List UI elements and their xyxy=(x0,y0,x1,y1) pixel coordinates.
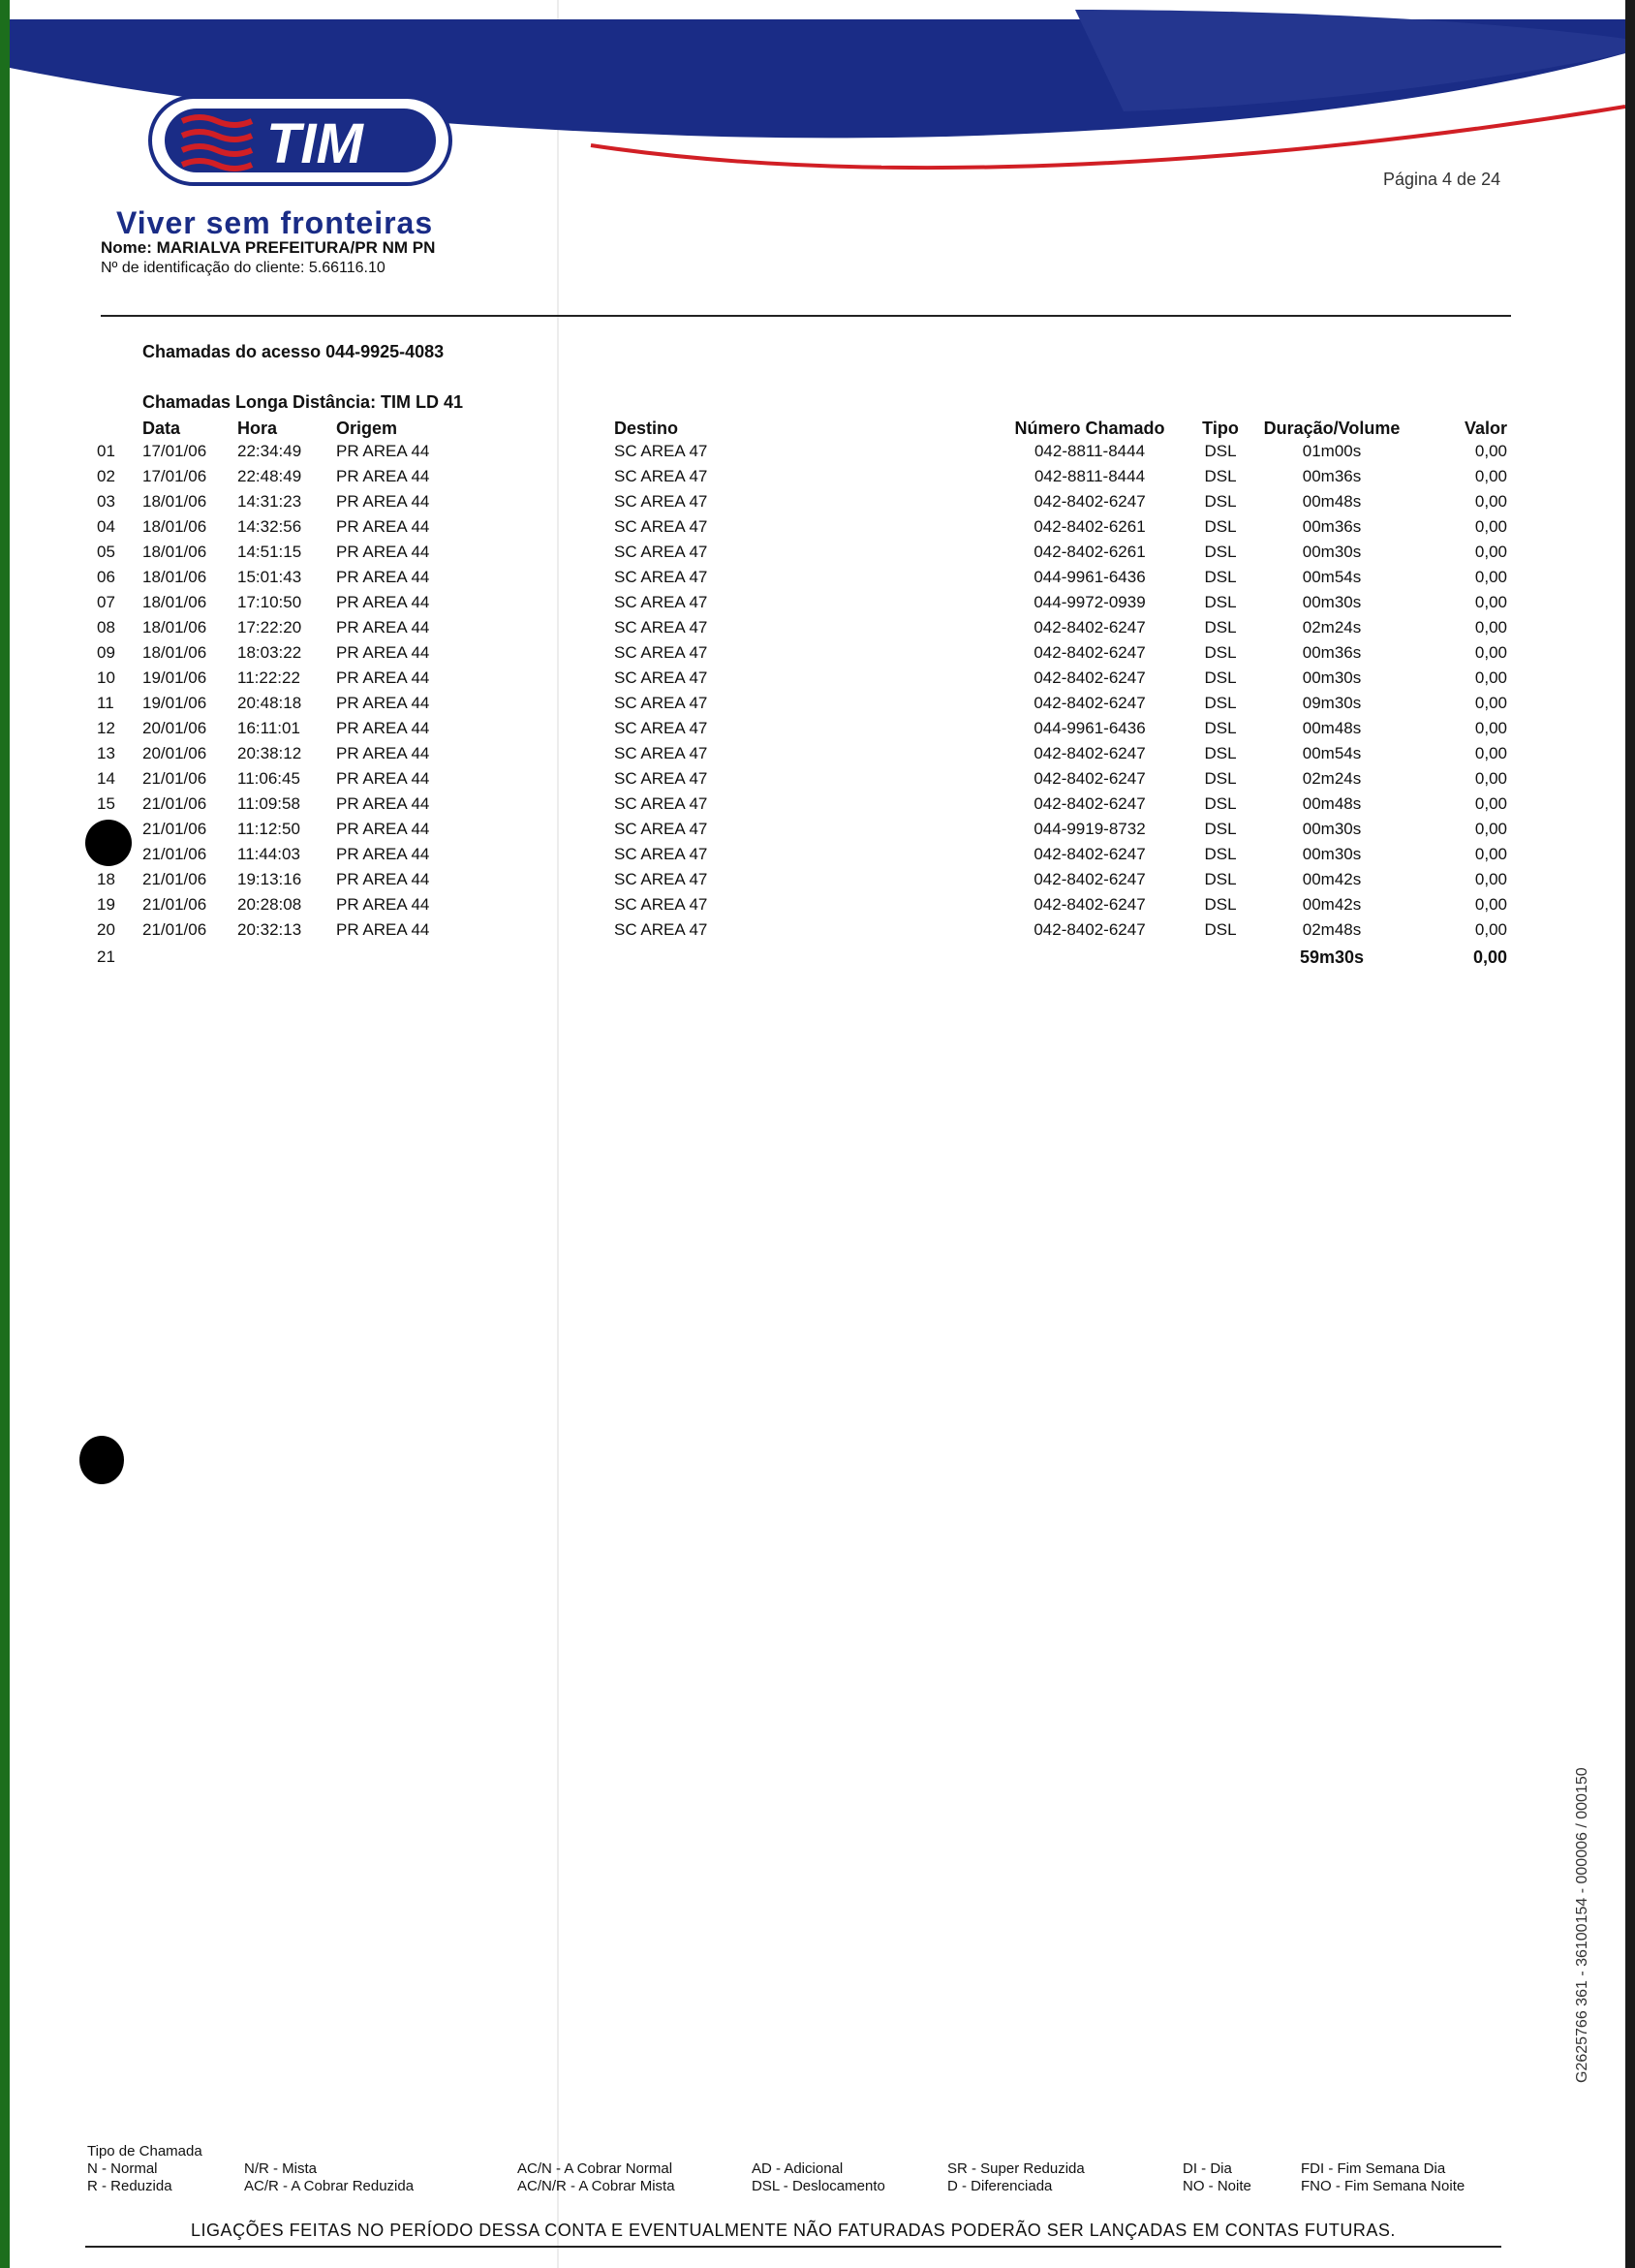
cell-duracao: 00m30s xyxy=(1302,820,1362,838)
table-header xyxy=(0,419,1635,444)
table-row xyxy=(0,593,1635,618)
cell-origem: PR AREA 44 xyxy=(336,895,430,914)
table-row xyxy=(0,568,1635,593)
cell-data: 20/01/06 xyxy=(142,719,207,737)
cell-tipo: DSL xyxy=(1204,694,1237,712)
cell-duracao: 00m30s xyxy=(1302,668,1362,687)
cell-destino: SC AREA 47 xyxy=(614,895,708,914)
cell-duracao: 02m48s xyxy=(1302,920,1362,939)
cell-tipo: DSL xyxy=(1204,568,1237,586)
cell-idx: 13 xyxy=(97,744,115,762)
cell-destino: SC AREA 47 xyxy=(614,668,708,687)
cell-data: 21/01/06 xyxy=(142,820,207,838)
cell-valor: 0,00 xyxy=(1474,870,1507,888)
table-row xyxy=(0,442,1635,467)
cell-valor: 0,00 xyxy=(1474,744,1507,762)
cell-numero: 042-8402-6247 xyxy=(1033,744,1146,762)
cell-origem: PR AREA 44 xyxy=(336,769,430,788)
customer-name: Nome: MARIALVA PREFEITURA/PR NM PN xyxy=(101,238,436,257)
access-title: Chamadas do acesso 044-9925-4083 xyxy=(142,342,445,361)
cell-tipo: DSL xyxy=(1204,643,1237,662)
cell-hora: 20:48:18 xyxy=(237,694,302,712)
cell-origem: PR AREA 44 xyxy=(336,920,430,939)
cell-data: 18/01/06 xyxy=(142,543,207,561)
cell-duracao: 00m48s xyxy=(1302,492,1362,511)
legend-item: AC/N - A Cobrar Normal xyxy=(517,2160,673,2177)
cell-origem: PR AREA 44 xyxy=(336,870,430,888)
cell-data: 18/01/06 xyxy=(142,593,207,611)
cell-numero: 042-8402-6247 xyxy=(1033,643,1146,662)
divider-bottom xyxy=(85,2246,1501,2248)
cell-destino: SC AREA 47 xyxy=(614,769,708,788)
cell-origem: PR AREA 44 xyxy=(336,568,430,586)
cell-data: 19/01/06 xyxy=(142,694,207,712)
cell-idx: 03 xyxy=(97,492,115,511)
paper-fold-line xyxy=(557,0,559,2268)
cell-origem: PR AREA 44 xyxy=(336,794,430,813)
cell-duracao: 00m48s xyxy=(1302,794,1362,813)
cell-tipo: DSL xyxy=(1204,845,1237,863)
table-row xyxy=(0,492,1635,517)
total-index: 21 xyxy=(97,948,115,966)
cell-data: 17/01/06 xyxy=(142,442,207,460)
table-row xyxy=(0,870,1635,895)
cell-data: 18/01/06 xyxy=(142,517,207,536)
cell-origem: PR AREA 44 xyxy=(336,820,430,838)
cell-numero: 042-8402-6247 xyxy=(1033,492,1146,511)
legend-item: N/R - Mista xyxy=(244,2160,317,2177)
cell-numero: 042-8402-6247 xyxy=(1033,920,1146,939)
cell-data: 17/01/06 xyxy=(142,467,207,485)
cell-valor: 0,00 xyxy=(1474,694,1507,712)
cell-numero: 042-8402-6247 xyxy=(1033,769,1146,788)
legend-item: DSL - Deslocamento xyxy=(752,2178,885,2194)
table-row xyxy=(0,668,1635,694)
cell-data: 21/01/06 xyxy=(142,895,207,914)
cell-origem: PR AREA 44 xyxy=(336,467,430,485)
cell-destino: SC AREA 47 xyxy=(614,794,708,813)
legend-item: AC/N/R - A Cobrar Mista xyxy=(517,2178,675,2194)
cell-destino: SC AREA 47 xyxy=(614,543,708,561)
cell-hora: 14:31:23 xyxy=(237,492,302,511)
cell-data: 21/01/06 xyxy=(142,920,207,939)
cell-destino: SC AREA 47 xyxy=(614,442,708,460)
punch-hole-mark xyxy=(85,820,132,866)
cell-valor: 0,00 xyxy=(1474,517,1507,536)
cell-hora: 17:10:50 xyxy=(237,593,302,611)
cell-idx: 02 xyxy=(97,467,115,485)
cell-tipo: DSL xyxy=(1204,870,1237,888)
cell-valor: 0,00 xyxy=(1474,820,1507,838)
col-duracao-header: Duração/Volume xyxy=(1263,419,1401,438)
cell-data: 19/01/06 xyxy=(142,668,207,687)
cell-destino: SC AREA 47 xyxy=(614,694,708,712)
cell-idx: 14 xyxy=(97,769,115,788)
cell-numero: 042-8811-8444 xyxy=(1033,442,1146,460)
table-row xyxy=(0,920,1635,946)
cell-tipo: DSL xyxy=(1204,492,1237,511)
cell-data: 21/01/06 xyxy=(142,845,207,863)
cell-valor: 0,00 xyxy=(1474,568,1507,586)
cell-duracao: 02m24s xyxy=(1302,618,1362,637)
cell-duracao: 00m30s xyxy=(1302,845,1362,863)
legend-item: NO - Noite xyxy=(1183,2178,1251,2194)
cell-duracao: 00m42s xyxy=(1302,895,1362,914)
cell-data: 21/01/06 xyxy=(142,794,207,813)
legend-item: FNO - Fim Semana Noite xyxy=(1301,2178,1465,2194)
cell-duracao: 09m30s xyxy=(1302,694,1362,712)
cell-tipo: DSL xyxy=(1204,794,1237,813)
cell-duracao: 02m24s xyxy=(1302,769,1362,788)
cell-idx: 19 xyxy=(97,895,115,914)
cell-idx: 12 xyxy=(97,719,115,737)
cell-destino: SC AREA 47 xyxy=(614,845,708,863)
cell-hora: 14:51:15 xyxy=(237,543,302,561)
cell-numero: 042-8402-6247 xyxy=(1033,845,1146,863)
cell-destino: SC AREA 47 xyxy=(614,568,708,586)
cell-valor: 0,00 xyxy=(1474,845,1507,863)
cell-tipo: DSL xyxy=(1204,442,1237,460)
cell-duracao: 00m36s xyxy=(1302,467,1362,485)
section-title: Chamadas Longa Distância: TIM LD 41 xyxy=(142,392,464,412)
cell-duracao: 00m36s xyxy=(1302,643,1362,662)
cell-hora: 16:11:01 xyxy=(237,719,300,737)
cell-numero: 042-8402-6247 xyxy=(1033,895,1146,914)
cell-numero: 042-8402-6261 xyxy=(1033,543,1146,561)
cell-tipo: DSL xyxy=(1204,593,1237,611)
cell-destino: SC AREA 47 xyxy=(614,719,708,737)
cell-hora: 20:32:13 xyxy=(237,920,302,939)
logo-wordmark: TIM xyxy=(266,112,363,175)
cell-duracao: 00m48s xyxy=(1302,719,1362,737)
cell-origem: PR AREA 44 xyxy=(336,618,430,637)
table-row xyxy=(0,467,1635,492)
col-origem-header: Origem xyxy=(336,419,398,438)
cell-hora: 11:12:50 xyxy=(237,820,300,838)
cell-origem: PR AREA 44 xyxy=(336,492,430,511)
cell-tipo: DSL xyxy=(1204,719,1237,737)
divider-top xyxy=(101,315,1511,317)
cell-origem: PR AREA 44 xyxy=(336,643,430,662)
cell-hora: 20:38:12 xyxy=(237,744,302,762)
cell-duracao: 01m00s xyxy=(1302,442,1362,460)
cell-tipo: DSL xyxy=(1204,744,1237,762)
cell-origem: PR AREA 44 xyxy=(336,845,430,863)
table-row xyxy=(0,543,1635,568)
cell-valor: 0,00 xyxy=(1474,895,1507,914)
cell-destino: SC AREA 47 xyxy=(614,920,708,939)
table-row xyxy=(0,643,1635,668)
cell-idx: 06 xyxy=(97,568,115,586)
total-value: 0,00 xyxy=(1472,948,1507,967)
cell-idx: 20 xyxy=(97,920,115,939)
page-number: Página 4 de 24 xyxy=(1383,170,1501,189)
cell-hora: 11:44:03 xyxy=(237,845,300,863)
cell-hora: 14:32:56 xyxy=(237,517,302,536)
table-total-row xyxy=(0,948,1635,973)
legend-item: AD - Adicional xyxy=(752,2160,844,2177)
cell-idx: 09 xyxy=(97,643,115,662)
cell-duracao: 00m30s xyxy=(1302,593,1362,611)
cell-destino: SC AREA 47 xyxy=(614,618,708,637)
cell-valor: 0,00 xyxy=(1474,643,1507,662)
cell-numero: 042-8402-6247 xyxy=(1033,668,1146,687)
scan-edge-left xyxy=(0,0,10,2268)
cell-numero: 042-8402-6247 xyxy=(1033,618,1146,637)
cell-numero: 042-8402-6247 xyxy=(1033,694,1146,712)
cell-numero: 042-8402-6261 xyxy=(1033,517,1146,536)
table-row xyxy=(0,618,1635,643)
cell-tipo: DSL xyxy=(1204,668,1237,687)
footer-notice: LIGAÇÕES FEITAS NO PERÍODO DESSA CONTA E EVENTUALMENTE NÃO FATURADAS PODERÃO SER LANÇADAS EM CONTAS FUTURAS. xyxy=(191,2221,1396,2240)
cell-destino: SC AREA 47 xyxy=(614,467,708,485)
table-row xyxy=(0,895,1635,920)
table-row xyxy=(0,694,1635,719)
legend-item: D - Diferenciada xyxy=(947,2178,1053,2194)
cell-tipo: DSL xyxy=(1204,618,1237,637)
cell-valor: 0,00 xyxy=(1474,794,1507,813)
cell-data: 18/01/06 xyxy=(142,643,207,662)
control-code: G2625766 361 - 36100154 - 000006 / 000150 xyxy=(1574,1767,1590,2083)
cell-origem: PR AREA 44 xyxy=(336,719,430,737)
col-tipo-header: Tipo xyxy=(1202,419,1239,438)
cell-valor: 0,00 xyxy=(1474,442,1507,460)
cell-destino: SC AREA 47 xyxy=(614,492,708,511)
cell-duracao: 00m54s xyxy=(1302,568,1362,586)
table-row xyxy=(0,845,1635,870)
col-valor-header: Valor xyxy=(1464,419,1507,438)
cell-numero: 044-9919-8732 xyxy=(1033,820,1146,838)
cell-tipo: DSL xyxy=(1204,467,1237,485)
cell-duracao: 00m30s xyxy=(1302,543,1362,561)
cell-data: 18/01/06 xyxy=(142,618,207,637)
cell-valor: 0,00 xyxy=(1474,668,1507,687)
cell-destino: SC AREA 47 xyxy=(614,593,708,611)
cell-origem: PR AREA 44 xyxy=(336,442,430,460)
cell-idx: 11 xyxy=(97,694,114,712)
cell-hora: 20:28:08 xyxy=(237,895,302,914)
cell-duracao: 00m42s xyxy=(1302,870,1362,888)
cell-hora: 18:03:22 xyxy=(237,643,302,662)
cell-data: 21/01/06 xyxy=(142,870,207,888)
cell-data: 18/01/06 xyxy=(142,568,207,586)
col-hora-header: Hora xyxy=(237,419,278,438)
cell-origem: PR AREA 44 xyxy=(336,744,430,762)
cell-hora: 22:34:49 xyxy=(237,442,302,460)
cell-origem: PR AREA 44 xyxy=(336,694,430,712)
cell-hora: 11:09:58 xyxy=(237,794,300,813)
cell-hora: 19:13:16 xyxy=(237,870,302,888)
table-row xyxy=(0,719,1635,744)
cell-destino: SC AREA 47 xyxy=(614,744,708,762)
cell-idx: 15 xyxy=(97,794,115,813)
legend-item: FDI - Fim Semana Dia xyxy=(1301,2160,1446,2177)
cell-valor: 0,00 xyxy=(1474,618,1507,637)
cell-idx: 08 xyxy=(97,618,115,637)
cell-tipo: DSL xyxy=(1204,769,1237,788)
cell-destino: SC AREA 47 xyxy=(614,643,708,662)
cell-numero: 044-9972-0939 xyxy=(1033,593,1146,611)
cell-hora: 11:22:22 xyxy=(237,668,300,687)
cell-origem: PR AREA 44 xyxy=(336,593,430,611)
table-row xyxy=(0,517,1635,543)
table-row xyxy=(0,769,1635,794)
cell-numero: 044-9961-6436 xyxy=(1033,719,1146,737)
cell-tipo: DSL xyxy=(1204,517,1237,536)
punch-hole-mark xyxy=(79,1436,124,1484)
table-row xyxy=(0,794,1635,820)
cell-idx: 01 xyxy=(97,442,115,460)
slogan: Viver sem fronteiras xyxy=(116,205,434,240)
cell-data: 18/01/06 xyxy=(142,492,207,511)
total-duration: 59m30s xyxy=(1299,948,1365,967)
cell-numero: 042-8402-6247 xyxy=(1033,794,1146,813)
cell-origem: PR AREA 44 xyxy=(336,517,430,536)
cell-idx: 04 xyxy=(97,517,115,536)
cell-data: 20/01/06 xyxy=(142,744,207,762)
cell-valor: 0,00 xyxy=(1474,769,1507,788)
cell-duracao: 00m36s xyxy=(1302,517,1362,536)
client-id: Nº de identificação do cliente: 5.66116.10 xyxy=(101,260,386,276)
cell-valor: 0,00 xyxy=(1474,593,1507,611)
cell-origem: PR AREA 44 xyxy=(336,543,430,561)
table-row xyxy=(0,820,1635,845)
legend-item: SR - Super Reduzida xyxy=(947,2160,1085,2177)
cell-tipo: DSL xyxy=(1204,895,1237,914)
cell-valor: 0,00 xyxy=(1474,719,1507,737)
cell-destino: SC AREA 47 xyxy=(614,870,708,888)
legend-title: Tipo de Chamada xyxy=(87,2143,202,2159)
cell-origem: PR AREA 44 xyxy=(336,668,430,687)
cell-hora: 15:01:43 xyxy=(237,568,302,586)
cell-numero: 044-9961-6436 xyxy=(1033,568,1146,586)
cell-idx: 18 xyxy=(97,870,115,888)
cell-valor: 0,00 xyxy=(1474,467,1507,485)
cell-duracao: 00m54s xyxy=(1302,744,1362,762)
cell-idx: 05 xyxy=(97,543,115,561)
legend-item: AC/R - A Cobrar Reduzida xyxy=(244,2178,415,2194)
cell-destino: SC AREA 47 xyxy=(614,517,708,536)
cell-valor: 0,00 xyxy=(1474,543,1507,561)
cell-idx: 07 xyxy=(97,593,115,611)
table-row xyxy=(0,744,1635,769)
cell-tipo: DSL xyxy=(1204,543,1237,561)
cell-numero: 042-8402-6247 xyxy=(1033,870,1146,888)
legend-item: N - Normal xyxy=(87,2160,158,2177)
cell-idx: 10 xyxy=(97,668,115,687)
cell-destino: SC AREA 47 xyxy=(614,820,708,838)
scan-edge-right xyxy=(1625,0,1635,2268)
cell-hora: 17:22:20 xyxy=(237,618,302,637)
cell-hora: 11:06:45 xyxy=(237,769,300,788)
cell-valor: 0,00 xyxy=(1474,920,1507,939)
cell-tipo: DSL xyxy=(1204,920,1237,939)
legend-item: DI - Dia xyxy=(1183,2160,1232,2177)
legend-item: R - Reduzida xyxy=(87,2178,172,2194)
cell-tipo: DSL xyxy=(1204,820,1237,838)
col-data-header: Data xyxy=(142,419,181,438)
cell-hora: 22:48:49 xyxy=(237,467,302,485)
cell-data: 21/01/06 xyxy=(142,769,207,788)
cell-valor: 0,00 xyxy=(1474,492,1507,511)
cell-numero: 042-8811-8444 xyxy=(1033,467,1146,485)
col-destino-header: Destino xyxy=(614,419,679,438)
col-numero-header: Número Chamado xyxy=(1014,419,1165,438)
